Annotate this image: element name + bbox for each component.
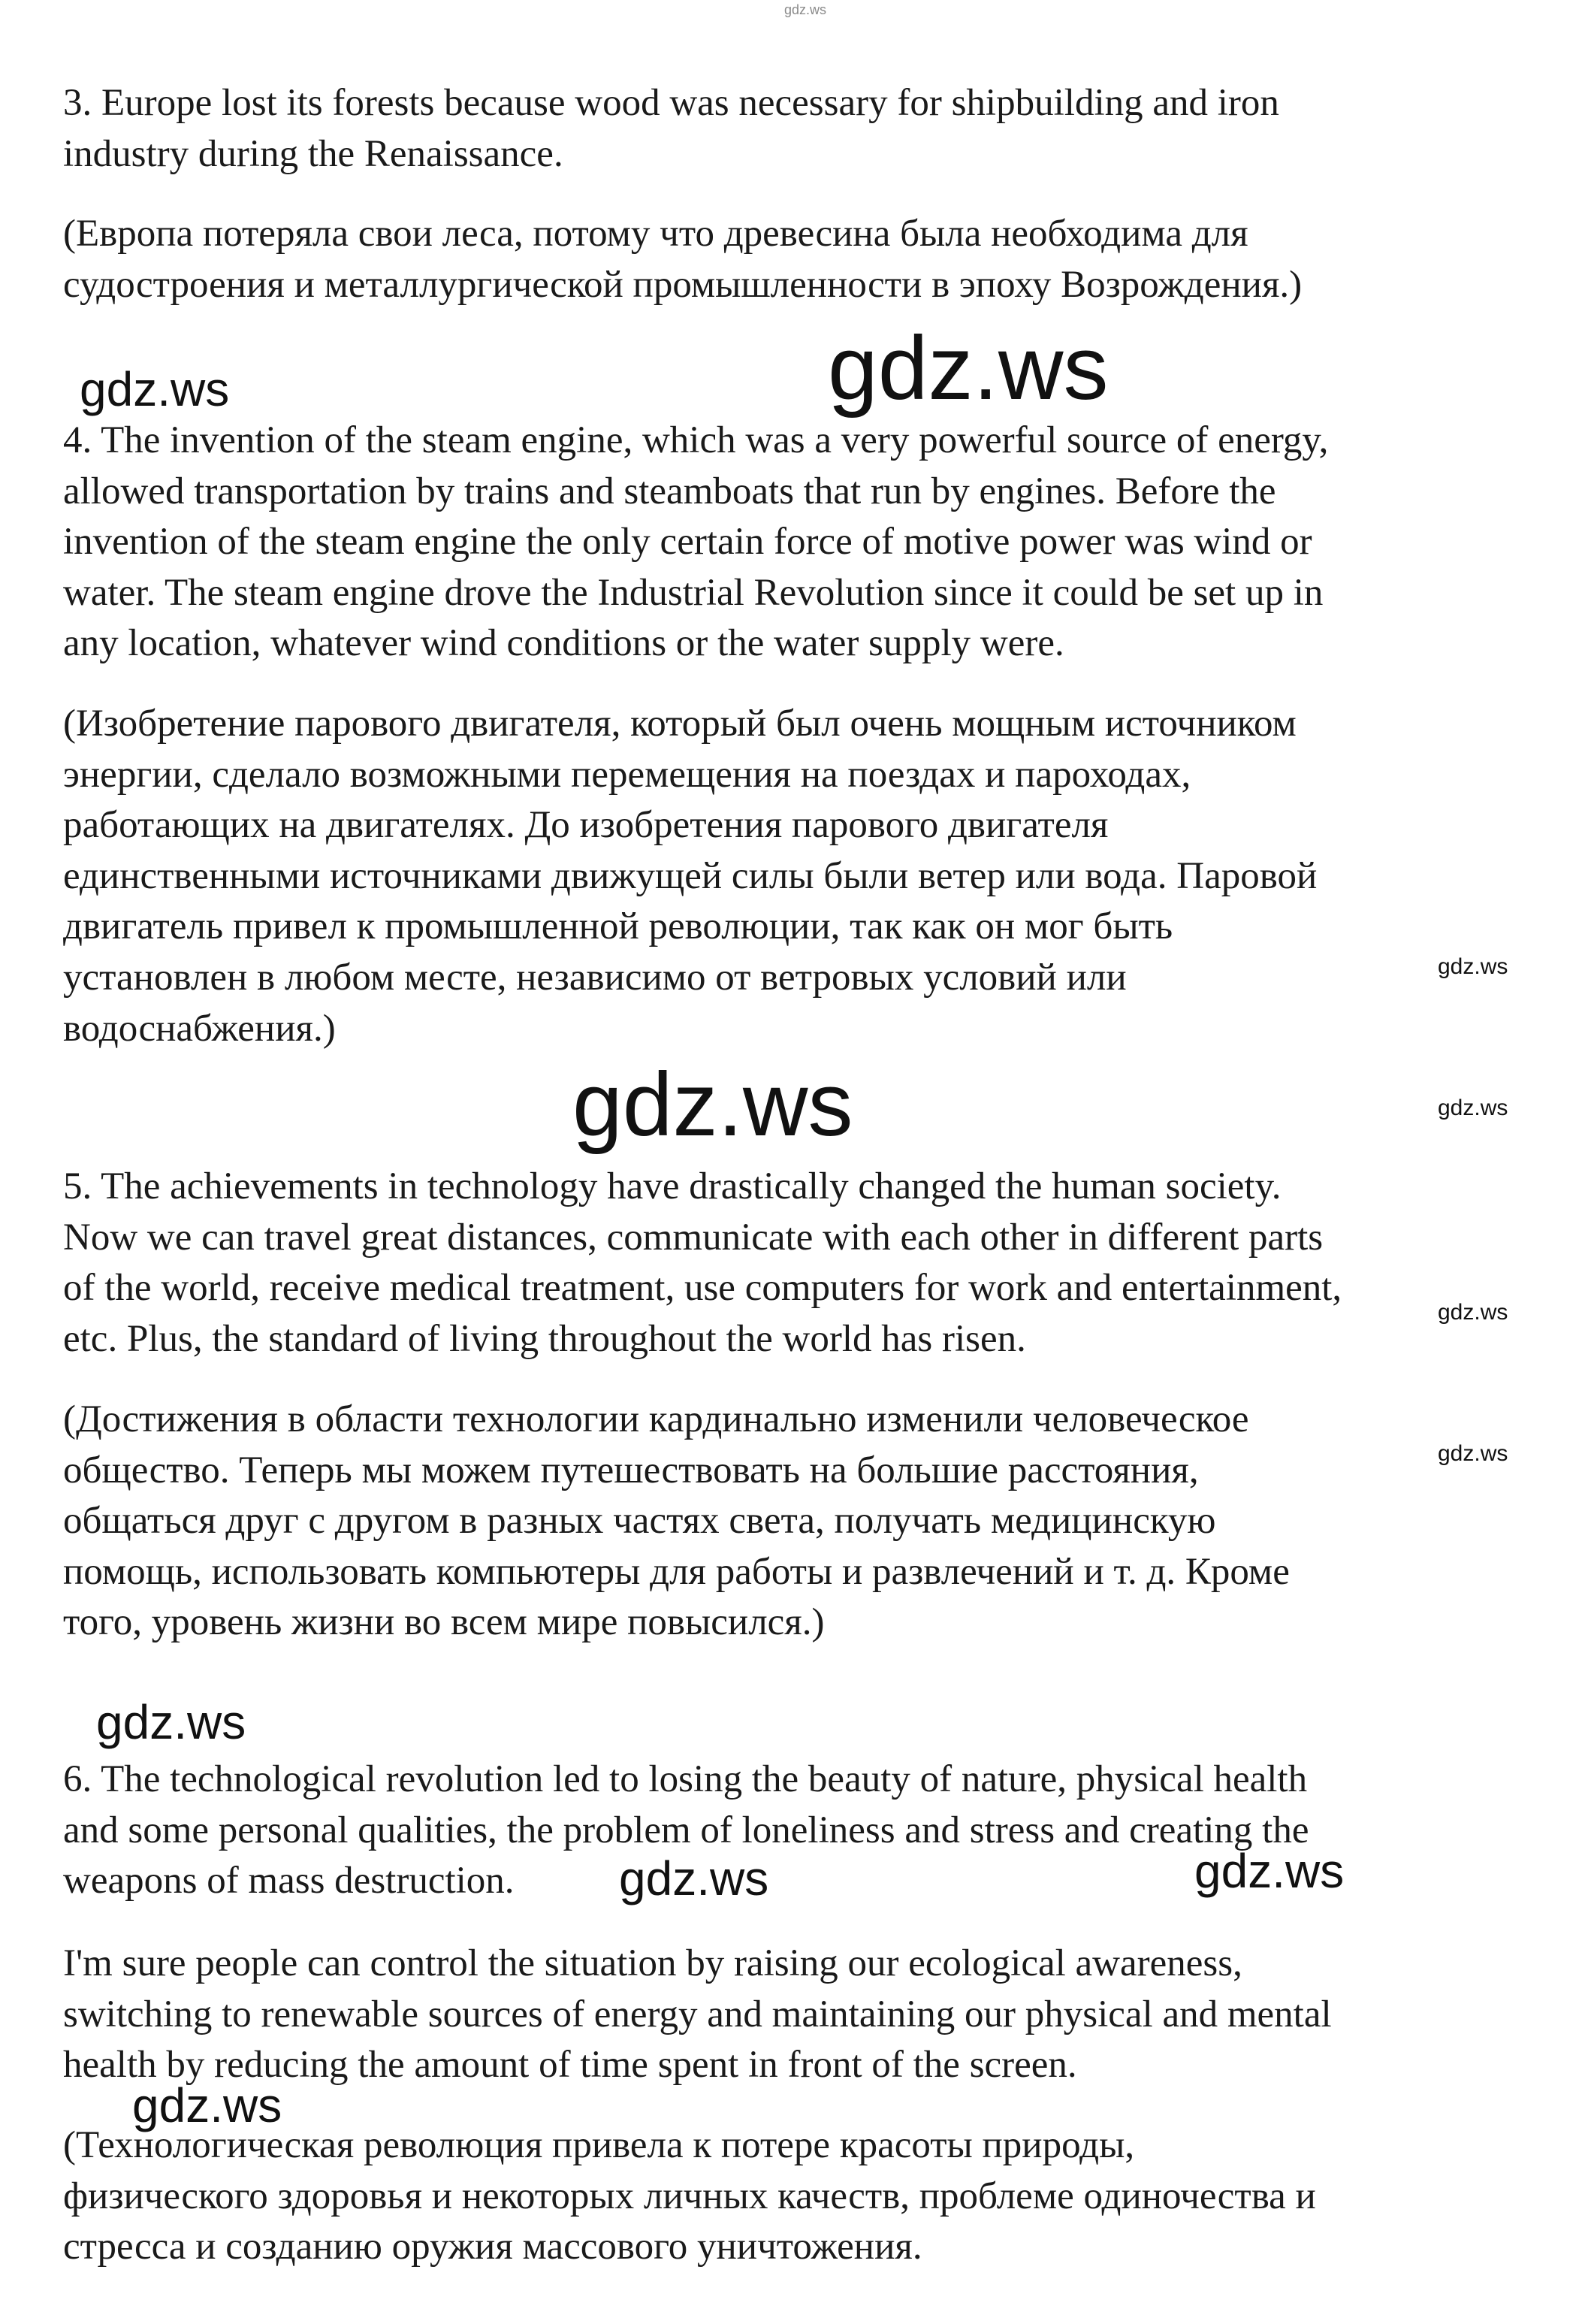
answer-5-russian: (Достижения в области технологии кардинально изменили человеческое общество. Теперь мы можем путешествовать на большие расстояния, общаться друг с другом в разных частях света, получать медицинскую помощь, использовать компьютеры для работы и развлечений и т. д. Кроме того, уровень жизни во всем мире повысился.)	[63, 1398, 1290, 1644]
watermark-8: gdz.ws	[96, 1695, 246, 1749]
answer-6-opinion: I'm sure people can control the situation by raising our ecological awareness, switching to renewable sources of energy and maintaining our physical and mental health by reducing the amount of time spent in front of the screen.	[63, 1942, 1332, 2087]
watermark-top: gdz.ws	[784, 2, 827, 17]
watermark-11: gdz.ws	[132, 2078, 282, 2132]
answer-3-russian: (Европа потеряла свои леса, потому что древесина была необходима для судостроения и металлургической промышленности в эпоху Возрождения.)	[63, 213, 1303, 306]
watermark-4: gdz.ws	[572, 1054, 853, 1155]
answer-4-russian: (Изобретение парового двигателя, который был очень мощным источником энергии, сделало возможными перемещения на поездах и пароходах, работающих на двигателях. До изобретения парового двигателя единственными источниками движущей силы были ветер или вода. Паровой двигатель привел к промышленной революции, так как он мог быть установлен в любом месте, независимо от ветровых условий или водоснабжения.)	[63, 703, 1318, 1050]
watermark-7: gdz.ws	[1438, 1441, 1508, 1466]
watermark-6: gdz.ws	[1438, 1300, 1508, 1325]
answer-4-english: 4. The invention of the steam engine, which was a very powerful source of energy, allowed transportation by trains and steamboats that run by engines. Before the invention of the steam engine the only certain force of motive power was wind or water. The steam engine drove the Industrial Revolution since it could be set up in any location, whatever wind conditions or the water supply were.	[63, 419, 1329, 665]
watermark-9: gdz.ws	[619, 1851, 769, 1905]
answer-6-english: 6. The technological revolution led to losing the beauty of nature, physical health and some personal qualities, the problem of loneliness and stress and creating the weapons of mass destruction.	[63, 1758, 1309, 1902]
answer-3-english: 3. Europe lost its forests because wood was necessary for shipbuilding and iron industry during the Renaissance.	[63, 82, 1279, 175]
watermark-1: gdz.ws	[80, 362, 230, 416]
answer-5-english: 5. The achievements in technology have drastically changed the human society. Now we can travel great distances, communicate with each other in different parts of the world, receive medical treatment, use computers for work and entertainment, etc. Plus, the standard of living throughout the world has risen.	[63, 1165, 1342, 1360]
watermark-3: gdz.ws	[1438, 954, 1508, 979]
watermark-2: gdz.ws	[828, 318, 1109, 419]
answer-6-russian: (Технологическая революция привела к потере красоты природы, физического здоровья и некоторых личных качеств, проблеме одиночества и стресса и созданию оружия массового уничтожения.	[63, 2124, 1316, 2268]
watermark-5: gdz.ws	[1438, 1096, 1508, 1120]
watermark-10: gdz.ws	[1194, 1844, 1345, 1898]
